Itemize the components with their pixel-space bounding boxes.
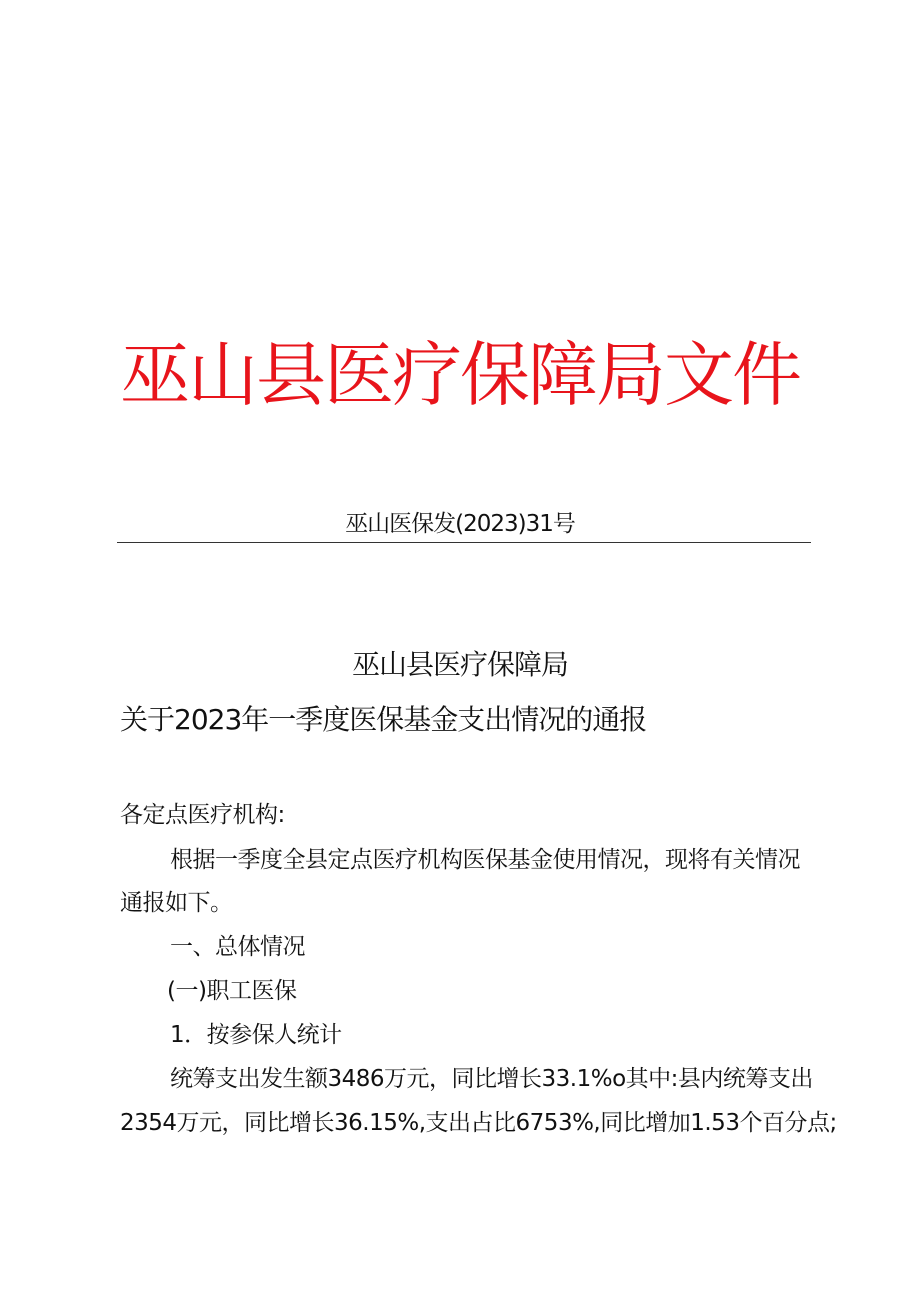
intro-line-1: 根据一季度全县定点医疗机构医保基金使用情况，现将有关情况	[170, 847, 800, 873]
paragraph-line-2: 2354万元，同比增长36.15%,支出占比6753%,同比增加1.53个百分点;	[120, 1110, 837, 1136]
salutation: 各定点医疗机构:	[120, 802, 285, 828]
issuer-title: 巫山县医疗保障局文件	[120, 334, 800, 416]
intro-line-2: 通报如下。	[120, 890, 233, 916]
notice-title-line1: 巫山县医疗保障局	[351, 648, 568, 681]
section-heading: 一、总体情况	[170, 934, 305, 960]
item-heading: 1．按参保人统计	[170, 1022, 342, 1048]
subsection-heading: (一)职工医保	[167, 978, 297, 1004]
header-divider	[117, 542, 811, 543]
paragraph-line-1: 统筹支出发生额3486万元，同比增长33.1%o其中:县内统筹支出	[170, 1066, 813, 1092]
notice-title-line2: 关于2023年一季度医保基金支出情况的通报	[120, 703, 647, 736]
document-number: 巫山医保发(2023)31号	[345, 511, 575, 537]
